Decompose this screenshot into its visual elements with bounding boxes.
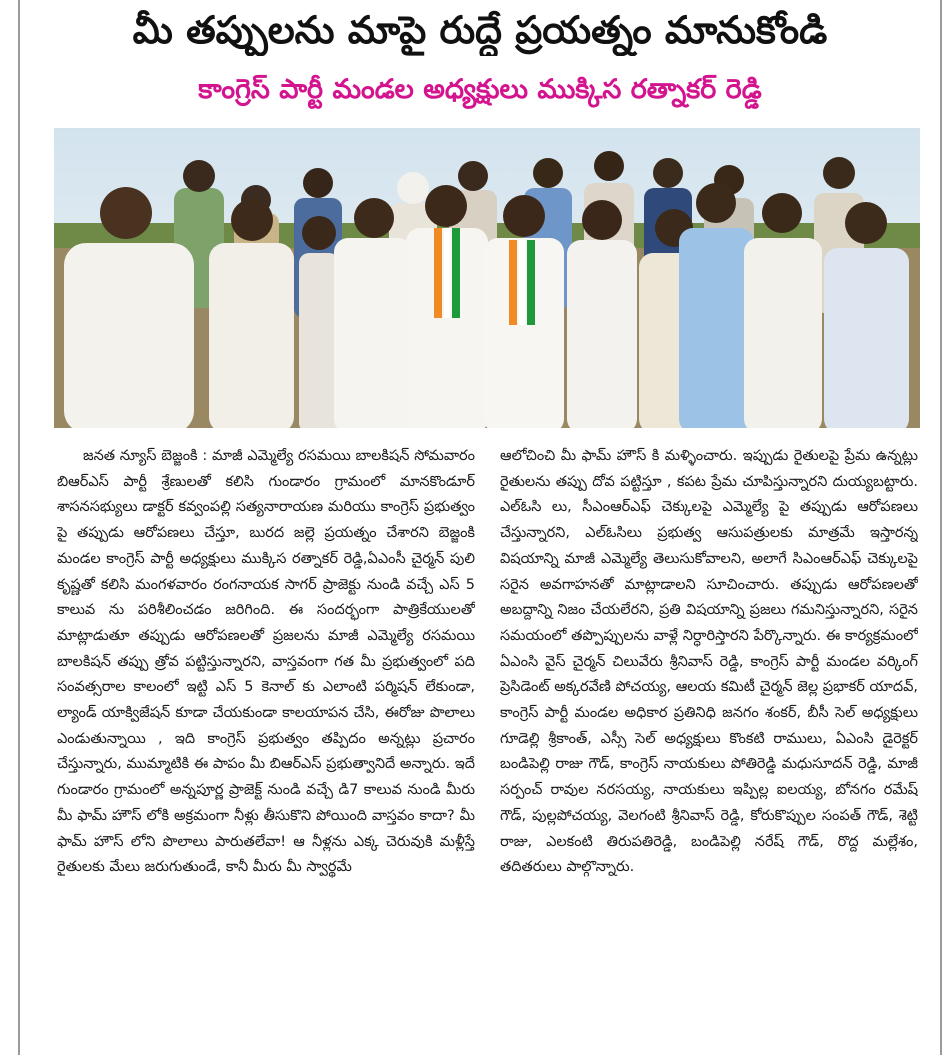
- right-column-rule: [940, 0, 942, 1055]
- party-scarf: [434, 228, 442, 318]
- left-column-rule: [18, 0, 20, 1055]
- group-photo-illustration: [54, 128, 920, 428]
- article-right-text: ఆలోచించి మీ ఫామ్ హౌస్ కి మళ్ళించారు. ఇప్పుడు రైతులపై ప్రేమ ఉన్నట్లు రైతులను తప్పు దోవ పట్టిస్తూ , కపట ప్రేమ చూపిస్తున్నారని దుయ్యబట్టారు. ఎల్ఓసి లు, సీఎంఆర్ఎఫ్ చెక్కులపై ఎమ్మెల్యే పై తప్పుడు ఆరోపణలు చేస్తున్నారని, ఎల్ఓసిలు ప్రభుత్వ ఆసుపత్రులకు మాత్రమే ఇస్తారన్న విషయాన్ని మాజీ ఎమ్మెల్యే తెలుసుకోవాలని, అలాగే సిఎంఆర్ఎఫ్ చెక్కులపై సరైన అవగాహనతో మాట్లాడాలని సూచించారు. తప్పుడు ఆరోపణలతో అబద్దాన్ని నిజం చేయలేరని, ప్రతి విషయాన్ని ప్రజలు గమనిస్తున్నారని, సరైన సమయంలో తప్పొప్పులను వాళ్లే నిర్ధారిస్తారని పేర్కొన్నారు. ఈ కార్యక్రమంలో ఏఎంసి వైస్ చైర్మన్ చిలువేరు శ్రీనివాస్ రెడ్డి, కాంగ్రెస్ పార్టీ మండల వర్కింగ్ ప్రెసిడెంట్ అక్కరవేణి పోచయ్య, ఆలయ కమిటీ చైర్మన్ జెల్ల ప్రభాకర్ యాదవ్, కాంగ్రెస్ పార్టీ మండల అధికార ప్రతినిధి జనగం శంకర్, బీసీ సెల్ అధ్యక్షులు గూడెల్లి శ్రీకాంత్, ఎస్సీ సెల్ అధ్యక్షులు కొంకటి రాములు, ఏఎంసి డైరెక్టర్ బండిపెల్లి రాజు గౌడ్, కాంగ్రెస్ నాయకులు పోతిరెడ్డి మధుసూదన్ రెడ్డి, మాజీ సర్పంచ్ రావుల నరసయ్య, నాయకులు ఇప్పిల్ల ఐలయ్య, బోనగం రమేష్ గౌడ్, పుల్లపోచయ్య, వెలగంటి శ్రీనివాస్ రెడ్డి, కోరుకొప్పుల సంపత్ గౌడ్, శెట్టి రాజు, ఎలకంటి తిరుపతిరెడ్డి, బండిపెల్లి నరేష్ గౌడ్, రొద్ద మల్లేశం, తదితరులు పాల్గొన్నారు.: [500, 448, 918, 876]
- subheadline: కాంగ్రెస్ పార్టీ మండల అధ్యక్షులు ముక్కిస రత్నాకర్ రెడ్డి: [198, 74, 762, 105]
- headline: మీ తప్పులను మాపై రుద్దే ప్రయత్నం మానుకోండి: [132, 8, 828, 52]
- article-column-left: [57, 444, 475, 1044]
- group-photo: [54, 128, 920, 428]
- article-left-text: జనత న్యూస్ బెజ్జంకి : మాజీ ఎమ్మెల్యే రసమయి బాలకిషన్ సోమవారం బిఆర్ఎస్ పార్టీ శ్రేణులతో కలిసి గుండారం గ్రామంలో మానకొండూర్ శాసనసభ్యులు డాక్టర్ కవ్వంపల్లి సత్యనారాయణ మరియు కాంగ్రెస్ ప్రభుత్వం పై తప్పుడు ఆరోపణలు చేస్తూ, బురద జల్లె ప్రయత్నం చేశారని బెజ్జంకి మండల కాంగ్రెస్ పార్టీ అధ్యక్షులు ముక్కిస రత్నాకర్ రెడ్డి,ఏఎంసీ చైర్మన్ పులి కృష్ణతో కలిసి మంగళవారం రంగనాయక సాగర్ ప్రాజెక్టు నుండి వచ్చే ఎస్ 5 కాలువ ను పరిశీలించడం జరిగింది. ఈ సందర్భంగా పాత్రికేయులతో మాట్లాడుతూ తప్పుడు ఆరోపణలతో ప్రజలను మాజీ ఎమ్మెల్యే రసమయి బాలకిషన్ తప్పు త్రోవ పట్టిస్తున్నారని, వాస్తవంగా గత మీ ప్రభుత్వంలో పది సంవత్సరాల కాలంలో ఇట్టి ఎస్ 5 కెనాల్ కు ఎలాంటి పర్మిషన్ లేకుండా, ల్యాండ్ యాక్విజేషన్ కూడా చేయకుండా కాలయాపన చేసి, ఈరోజు పొలాలు ఎండుతున్నాయి , ఇది కాంగ్రెస్ ప్రభుత్వం తప్పిదం అన్నట్లు ప్రచారం చేస్తున్నారు, ముమ్మాటికి ఈ పాపం మీ బిఆర్ఎస్ ప్రభుత్వానిదే అన్నారు. ఇదే గుండారం గ్రామంలో అన్నపూర్ణ ప్రాజెక్ట్ నుండి వచ్చే డి7 కాలువ నుండి మీరు మీ ఫామ్ హౌస్ లోకి అక్రమంగా నీళ్లు తీసుకొని పోయింది వాస్తవం కాదా? మీ ఫామ్ హౌస్ లోని పొలాలు పారుతలేవా! ఆ నీళ్లను ఎక్క చెరువుకి మళ్లీస్తే రైతులకు మేలు జరుగుతుండే, కానీ మీరు మీ స్వార్థమే: [57, 448, 475, 876]
- article-column-right: [500, 444, 918, 1044]
